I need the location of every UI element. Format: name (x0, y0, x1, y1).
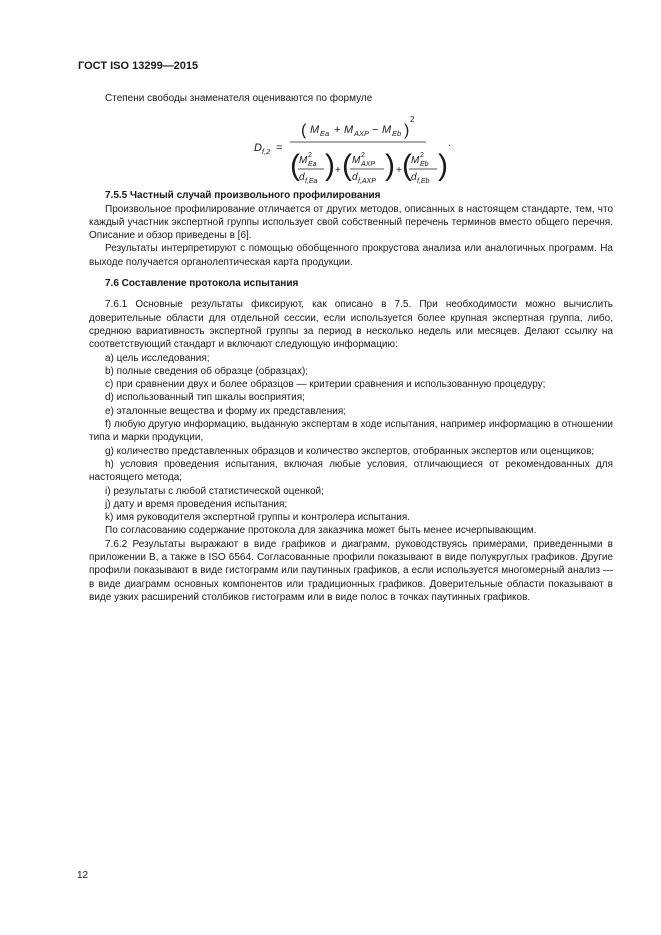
term1-m: M (299, 155, 308, 167)
formula-equals: = (276, 142, 283, 155)
spacer (89, 290, 613, 298)
report-item-g: g) количество представленных образцов и количество экспертов, отобранных экспертов или оценщиков; (105, 445, 595, 457)
document-body (89, 92, 613, 604)
formula-intro: Степени свободы знаменателя оцениваются по формуле (105, 93, 373, 104)
report-item-i: i) результаты с любой статистической оценкой; (105, 485, 324, 497)
term1-paren-open: ( (290, 149, 300, 183)
section-7-6-heading: 7.6 Составление протокола испытания (105, 278, 299, 290)
formula-plus-2: + (396, 165, 402, 177)
term2-d: d (352, 172, 358, 184)
report-item-k: k) имя руководителя экспертной группы и контролера испытания. (105, 512, 411, 524)
term1-d-sub: f,Ea (305, 178, 318, 186)
formula-lhs-sub: f,2 (262, 147, 271, 157)
term3-m: M (411, 155, 420, 167)
term3-m-sub: Eb (420, 161, 429, 169)
term2-m: M (352, 155, 361, 167)
term2-m-sup: 2 (361, 152, 365, 160)
formula-num-s1: Ea (320, 129, 330, 139)
formula-paren-close: ) (404, 122, 410, 140)
section-7-6-1-paragraph: 7.6.1 Основные результаты фиксируют, как описано в 7.5. При необходимости можно вычислить доверительные области для отдельной сессии, если используется более крупная экспертная группа, либо, среднюю вариативность экспертной группы за период в несколько недель или месяцев. Делают ссылку на соответствующий стандарт и включают следующую информацию: (89, 299, 613, 351)
section-7-5-5-paragraph-2: Результаты интерпретируют с помощью обобщенного прокрустова анализа или аналогичных программ. На выходе получается органолептическая карта продукции. (89, 243, 613, 268)
formula-num-minus: − (372, 124, 379, 137)
degrees-of-freedom-formula (254, 107, 544, 189)
term3-paren-close: ) (438, 149, 448, 183)
term1-paren-close: ) (325, 149, 335, 183)
term1-d: d (299, 172, 305, 184)
report-item-a: a) цель исследования; (105, 352, 210, 364)
report-item-d: d) использованный тип шкалы восприятия; (105, 392, 305, 404)
report-item-j: j) дату и время проведения испытания; (105, 498, 288, 510)
term1-m-sub: Ea (308, 161, 317, 169)
formula-num-s3: Eb (392, 129, 402, 139)
term3-m-sup: 2 (420, 152, 424, 160)
report-item-f: f) любую другую информацию, выданную экспертам в ходе испытания, например информацию в отношении типа и марки продукции, (89, 419, 613, 444)
spacer (89, 269, 613, 277)
term3-d-sub: f,Eb (417, 178, 430, 186)
agreement-note: По согласованию содержание протокола для заказчика может быть менее исчерпывающим. (105, 525, 537, 537)
formula-num-m2: M (344, 124, 354, 137)
formula-plus-1: + (335, 165, 341, 177)
formula-block (89, 107, 613, 189)
report-item-h: h) условия проведения испытания, включая любые условия, отличающиеся от рекомендованных для настоящего метода; (89, 458, 613, 484)
document-header: ГОСТ ISO 13299—2015 (78, 60, 199, 72)
report-item-e: e) эталонные вещества и форму их представления; (105, 405, 347, 417)
formula-num-m3: M (382, 124, 392, 137)
formula-num-power: 2 (410, 115, 415, 125)
term2-paren-open: ( (342, 149, 352, 183)
term2-paren-close: ) (385, 149, 395, 183)
section-7-5-5-heading: 7.5.5 Частный случай произвольного профилирования (105, 190, 381, 202)
section-7-5-5-paragraph-1: Произвольное профилирование отличается от других методов, описанных в настоящем стандарте, тем, что каждый участник экспертной группы использует свой собственный перечень терминов вместо общего перечня. Описание и обзор приведены в [6]. (89, 203, 613, 242)
term3-d: d (411, 172, 417, 184)
formula-lhs: D (254, 142, 262, 155)
formula-num-plus: + (334, 124, 341, 137)
formula-num-s2: AXP (354, 129, 370, 139)
page-number: 12 (77, 870, 89, 881)
report-item-b: b) полные сведения об образце (образцах); (105, 365, 309, 377)
formula-paren-open: ( (301, 122, 307, 140)
term1-m-sup: 2 (308, 152, 312, 160)
term3-paren-open: ( (402, 149, 412, 183)
formula-num-m1: M (310, 124, 320, 137)
formula-period: . (448, 138, 451, 150)
report-item-c: c) при сравнении двух и более образцов — критерии сравнения и использованную процедуру; (105, 379, 546, 391)
section-7-6-2-paragraph: 7.6.2 Результаты выражают в виде графиков и диаграмм, руководствуясь примерами, приведенными в приложении В, а также в ISO 6564. Согласованные профили показывают в виде полукруглых графиков. Другие профили показывают в виде гистограмм или паутинных графиков, а если используется многомерный анализ — в виде диаграмм основных компонентов или традиционных графиков. Доверительные области показывают в виде узких расширений столбиков гистограмм или в виде полос в точках паутинных графиков. (89, 538, 613, 603)
term2-d-sub: f,AXP (358, 178, 376, 186)
term2-m-sub: AXP (361, 161, 376, 169)
